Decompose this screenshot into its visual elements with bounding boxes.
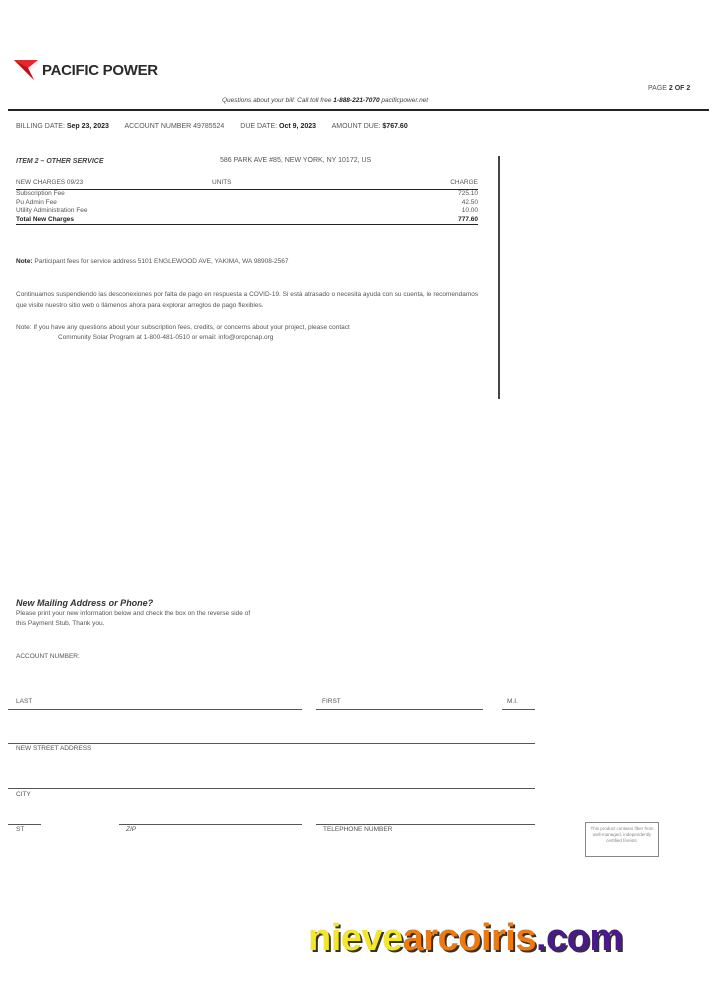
item-title: ITEM 2 – OTHER SERVICE bbox=[16, 158, 104, 165]
page-indicator: PAGE 2 OF 2 bbox=[648, 85, 691, 92]
brand-name: PACIFIC POWER bbox=[42, 61, 158, 79]
last-name-field[interactable] bbox=[8, 709, 302, 710]
billing-date: Sep 23, 2023 bbox=[66, 123, 109, 130]
first-name-label: FIRST bbox=[322, 698, 341, 705]
participant-note: Note: Participant fees for service address 5101 ENGLEWOOD AVE, YAKIMA, WA 98908-2567 bbox=[16, 258, 289, 265]
city-label: CITY bbox=[16, 791, 31, 798]
mailing-title: New Mailing Address or Phone? bbox=[16, 598, 154, 608]
item-address: 586 PARK AVE #85, NEW YORK, NY 10172, US bbox=[220, 157, 372, 164]
table-row: Subscription Fee 725.10 bbox=[16, 190, 478, 197]
website-link[interactable]: pacificpower.net bbox=[381, 97, 429, 104]
table-row: Pu Admin Fee 42.50 bbox=[16, 198, 478, 206]
charges-header: NEW CHARGES 09/23 UNITS CHARGE bbox=[16, 179, 478, 190]
street-address-field[interactable] bbox=[8, 743, 535, 744]
total-row: Total New Charges 777.60 bbox=[16, 216, 478, 226]
billing-summary: BILLING DATE: Sep 23, 2023 ACCOUNT NUMBER 49785524 DUE DATE: Oct 9, 2023 AMOUNT DUE: $767.60 bbox=[16, 123, 408, 130]
logo-arrow-icon bbox=[14, 60, 40, 80]
street-address-label: NEW STREET ADDRESS bbox=[16, 745, 92, 752]
account-number: 49785524 bbox=[193, 123, 225, 130]
community-solar-note: Note: If you have any questions about your subscription fees, credits, or concerns about your project, please contact Community Solar Program at 1-800-481-0510 or email: info@orcpcnap.org bbox=[16, 324, 350, 341]
zip-label: ZIP bbox=[126, 826, 137, 833]
charges-table bbox=[16, 179, 478, 225]
certified-forest-note: This product contains fiber from well-managed, independently certified forests. bbox=[585, 822, 659, 857]
amount-due: $767.60 bbox=[382, 123, 408, 130]
spanish-notice: Continuamos suspendiendo las desconexiones por falta de pago en respuesta a COVID-19. Si está atrasado o necesita ayuda con su cuenta, le recomendamos que visite nuestro sitio web o llámenos ahora para explorar arreglos de pago flexibles. bbox=[16, 291, 479, 309]
state-label: ST bbox=[16, 826, 25, 833]
pacific-power-logo bbox=[14, 60, 158, 80]
section-divider-vertical bbox=[498, 156, 500, 399]
telephone-label: TELEPHONE NUMBER bbox=[323, 826, 393, 833]
account-number-label: ACCOUNT NUMBER: bbox=[16, 653, 80, 660]
header-divider bbox=[8, 109, 709, 111]
zip-field[interactable] bbox=[119, 824, 302, 825]
last-name-label: LAST bbox=[16, 698, 33, 705]
state-field[interactable] bbox=[8, 824, 41, 825]
questions-line: Questions about your bill: Call toll free 1-888-221-7070 pacificpower.net bbox=[222, 97, 429, 104]
city-field[interactable] bbox=[8, 788, 535, 789]
mailing-description: Please print your new information below and check the box on the reverse side of this Payment Stub. Thank you. bbox=[16, 610, 251, 627]
first-name-field[interactable] bbox=[316, 709, 483, 710]
middle-initial-label: M.I. bbox=[507, 698, 518, 705]
phone-number: 1-888-221-7070 bbox=[333, 97, 380, 104]
table-row: Utility Administration Fee 10.00 bbox=[16, 207, 478, 214]
telephone-field[interactable] bbox=[316, 824, 535, 825]
due-date: Oct 9, 2023 bbox=[279, 123, 317, 130]
watermark-logo: nievearcoiris.com bbox=[308, 917, 623, 959]
middle-initial-field[interactable] bbox=[502, 709, 535, 710]
